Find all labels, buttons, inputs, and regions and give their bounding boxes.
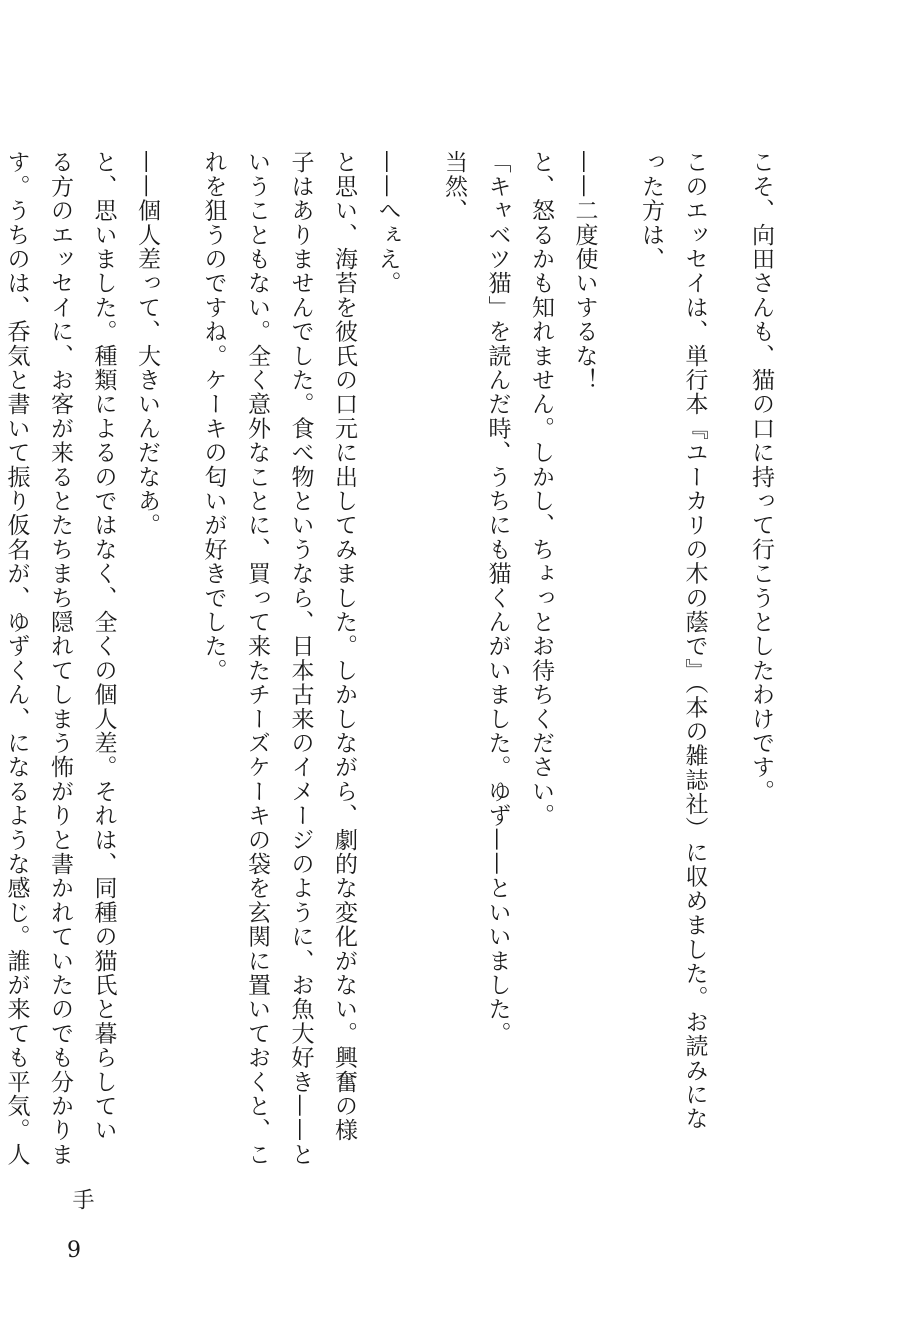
text-line: ——へぇえ。 [374, 150, 401, 296]
text-line: る方のエッセイに、お客が来るとたちまち隠れてしまう怖がりと書かれていたのでも分かりま [47, 150, 73, 1167]
text-line: ——個人差って、大きいんだなあ。 [134, 150, 160, 538]
text-line: と思い、海苔を彼氏の口元に出してみました。しかしながら、劇的な変化がない。興奮の様 [331, 150, 357, 1143]
text-line: 「キャベツ猫」を読んだ時、うちにも猫くんがいました。ゆず——といいました。 [484, 150, 511, 1046]
body-text [3, 150, 782, 1167]
running-head: 手 [69, 1188, 94, 1210]
text-line: ——二度使いするな！ [571, 150, 598, 392]
text-line: と、思いました。種類によるのではなく、全くの個人差。それは、同種の猫氏と暮らしてい [90, 150, 117, 1143]
text-line: このエッセイは、単行本『ユーカリの木の蔭で』（本の雑誌社）に収めました。お読みにな [681, 150, 708, 1131]
text-line: と、怒るかも知れません。しかし、ちょっとお待ちください。 [528, 150, 554, 828]
text-line: った方は、 [638, 150, 664, 271]
page-number: 9 [67, 1238, 81, 1263]
text-line: こそ、向田さんも、猫の口に持って行こうとしたわけです。 [748, 150, 774, 804]
text-line: 当然、 [441, 150, 467, 223]
text-line: れを狙うのですね。ケーキの匂いが好きでした。 [200, 150, 227, 683]
text-line: す。うちのは、呑気と書いて振り仮名が、ゆずくん、になるような感じ。誰が来ても平気。人 [3, 150, 30, 1167]
text-line: いうこともない。全く意外なことに、買って来たチーズケーキの袋を玄関に置いておくと、こ [244, 150, 270, 1167]
text-line: 子はありませんでした。食べ物というなら、日本古来のイメージのように、お魚大好き——と [287, 150, 314, 1167]
